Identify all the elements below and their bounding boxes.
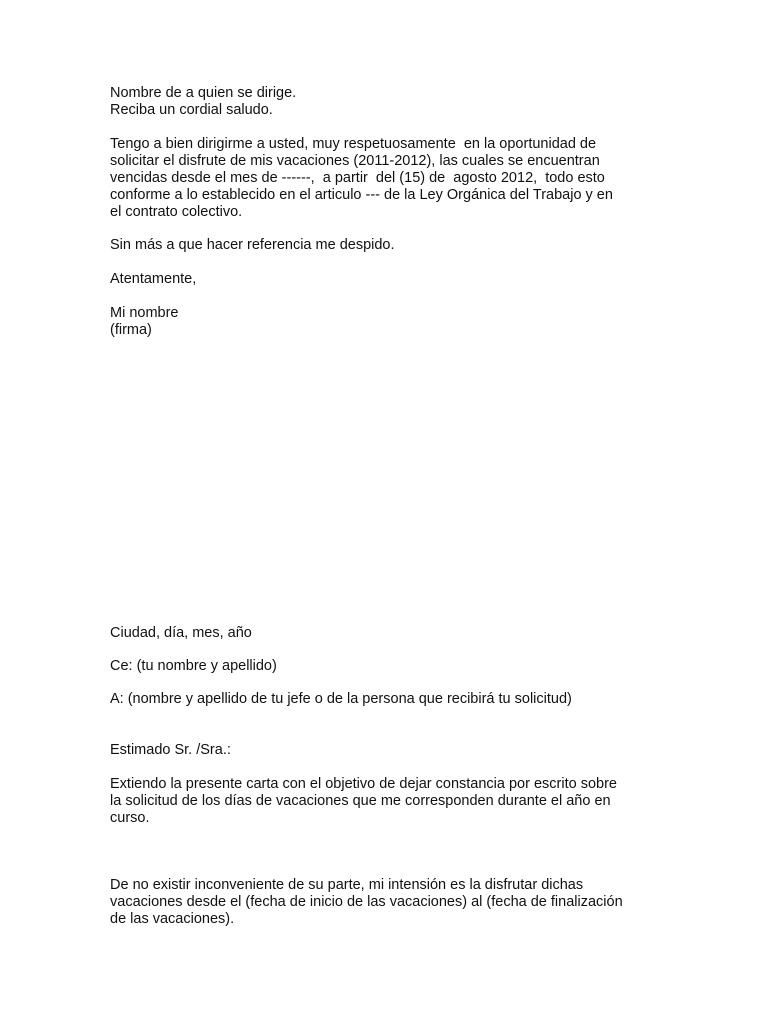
body-line: conforme a lo establecido en el articulo --- de la Ley Orgánica del Trabajo y en [110, 187, 613, 203]
body-line: el contrato colectivo. [110, 204, 243, 220]
paragraph-line: de las vacaciones). [110, 911, 235, 927]
signature-note: (firma) [110, 322, 152, 338]
valediction: Atentamente, [110, 271, 197, 287]
salutation: Estimado Sr. /Sra.: [110, 742, 231, 758]
recipient-line: Nombre de a quien se dirige. [110, 85, 297, 101]
paragraph-line: Extiendo la presente carta con el objetivo de dejar constancia por escrito sobre [110, 776, 617, 792]
paragraph-line: curso. [110, 810, 150, 826]
to-line: A: (nombre y apellido de tu jefe o de la persona que recibirá tu solicitud) [110, 691, 572, 707]
body-line: solicitar el disfrute de mis vacaciones (2011-2012), las cuales se encuentran [110, 153, 600, 169]
closing-line: Sin más a que hacer referencia me despido. [110, 237, 395, 253]
greeting-line: Reciba un cordial saludo. [110, 102, 273, 118]
signature-name: Mi nombre [110, 305, 179, 321]
place-date-line: Ciudad, día, mes, año [110, 625, 252, 641]
paragraph-line: la solicitud de los días de vacaciones que me corresponden durante el año en [110, 793, 611, 809]
body-line: vencidas desde el mes de ------, a partir del (15) de agosto 2012, todo esto [110, 170, 605, 186]
body-line: Tengo a bien dirigirme a usted, muy respetuosamente en la oportunidad de [110, 136, 597, 152]
paragraph-line: vacaciones desde el (fecha de inicio de las vacaciones) al (fecha de finalización [110, 894, 623, 910]
from-line: Ce: (tu nombre y apellido) [110, 658, 277, 674]
paragraph-line: De no existir inconveniente de su parte, mi intensión es la disfrutar dichas [110, 877, 584, 893]
